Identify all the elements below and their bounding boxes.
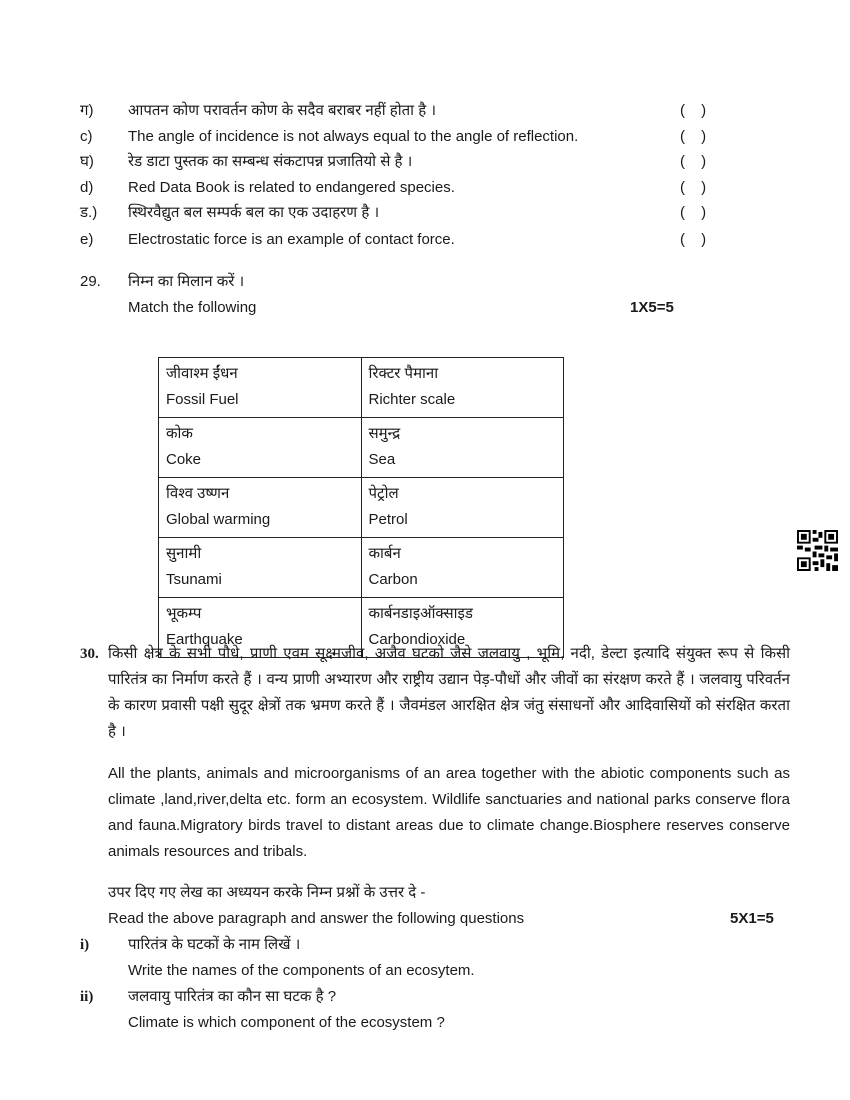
cell-hi: भूकम्प bbox=[166, 605, 202, 622]
sub-question-en: Climate is which component of the ecosystem ? bbox=[128, 1014, 445, 1031]
table-cell bbox=[159, 418, 362, 478]
table-cell bbox=[361, 358, 564, 418]
cell-en: Carbon bbox=[368, 571, 418, 588]
sub-question-hi: पारितंत्र के घटकों के नाम लिखें । bbox=[128, 936, 301, 953]
question-title-hi: निम्न का मिलान करें । bbox=[128, 273, 245, 290]
sub-question-hi: जलवायु पारितंत्र का कौन सा घटक है ? bbox=[128, 988, 337, 1005]
cell-hi: कार्बन bbox=[368, 545, 401, 562]
table-row bbox=[159, 478, 564, 538]
answer-bracket: ( ) bbox=[680, 153, 713, 170]
item-label: ड.) bbox=[80, 204, 98, 221]
item-text: The angle of incidence is not always equal to the angle of reflection. bbox=[128, 128, 579, 145]
cell-hi: सुनामी bbox=[166, 545, 202, 562]
cell-en: Coke bbox=[166, 451, 202, 468]
table-cell bbox=[159, 538, 362, 598]
question-title-en: Match the following bbox=[128, 299, 257, 316]
item-text: आपतन कोण परावर्तन कोण के सदैव बराबर नहीं होता है । bbox=[128, 102, 437, 119]
cell-en: Earthquake bbox=[166, 631, 243, 648]
sub-question-label: i) bbox=[80, 937, 90, 953]
cell-hi: जीवाश्म ईंधन bbox=[166, 365, 238, 382]
paragraph-hi: किसी क्षेत्र के सभी पौधे, प्राणी एवम सूक्ष्मजीव, अजैव घटको जैसे जलवायु , भूमि, नदी, डेल्टा इत्यादि संयुक्त रूप से किसी पारितंत्र का निर्माण करते हैं । वन्य प्राणी अभ्यारण और राष्ट्रीय उद्यान पेड़-पौधों और जीवों का संरक्षण करते हैं । जलवायु परिवर्तन के कारण प्रवासी पक्षी सुदूर क्षेत्रों तक भ्रमण करते हैं । जैवमंडल आरक्षित क्षेत्र जंतु संसाधनों और आदिवासियों को संरक्षित करता है । bbox=[108, 645, 790, 740]
cell-en: Fossil Fuel bbox=[166, 391, 239, 408]
sub-question-en: Write the names of the components of an ecosytem. bbox=[128, 962, 475, 979]
answer-bracket: ( ) bbox=[680, 102, 713, 119]
answer-bracket: ( ) bbox=[680, 231, 713, 248]
answer-bracket: ( ) bbox=[680, 204, 713, 221]
item-text: स्थिरवैद्युत बल सम्पर्क बल का एक उदाहरण है । bbox=[128, 204, 380, 221]
paragraph-en: All the plants, animals and microorganisms of an area together with the abiotic components such as climate ,land,river,delta etc. form an ecosystem. Wildlife sanctuaries and national parks conserve flora and fauna.Migratory birds travel to distant areas due to climate change.Biosphere reserves conserve animals resources and tribals. bbox=[108, 765, 790, 860]
sub-question-label: ii) bbox=[80, 989, 94, 1005]
answer-bracket: ( ) bbox=[680, 128, 713, 145]
item-label: c) bbox=[80, 128, 93, 145]
cell-hi: पेट्रोल bbox=[368, 485, 399, 502]
item-label: ग) bbox=[80, 102, 94, 119]
table-cell bbox=[159, 478, 362, 538]
item-text: Electrostatic force is an example of contact force. bbox=[128, 231, 455, 248]
marks: 1X5=5 bbox=[630, 299, 674, 316]
cell-en: Sea bbox=[368, 451, 396, 468]
table-cell bbox=[159, 358, 362, 418]
qr-code-icon bbox=[797, 530, 838, 571]
table-cell bbox=[361, 538, 564, 598]
cell-hi: विश्व उष्णन bbox=[166, 485, 230, 502]
answer-bracket: ( ) bbox=[680, 179, 713, 196]
cell-hi: रिक्टर पैमाना bbox=[368, 365, 439, 382]
table-row bbox=[159, 358, 564, 418]
cell-hi: समुन्द्र bbox=[368, 425, 401, 442]
item-text: Red Data Book is related to endangered species. bbox=[128, 179, 455, 196]
cell-en: Richter scale bbox=[368, 391, 456, 408]
item-label: घ) bbox=[80, 153, 94, 170]
table-row bbox=[159, 418, 564, 478]
cell-en: Petrol bbox=[368, 511, 408, 528]
cell-hi: कोक bbox=[166, 425, 193, 442]
cell-en: Carbondioxide bbox=[368, 631, 466, 648]
match-table bbox=[158, 357, 564, 658]
question-number: 30. bbox=[80, 646, 99, 662]
cell-hi: कार्बनडाइऑक्साइड bbox=[368, 605, 473, 622]
question-number: 29. bbox=[80, 273, 101, 290]
table-row bbox=[159, 538, 564, 598]
instruction-en: Read the above paragraph and answer the following questions bbox=[108, 910, 525, 927]
item-label: e) bbox=[80, 231, 94, 248]
table-cell bbox=[361, 418, 564, 478]
instruction-hi: उपर दिए गए लेख का अध्ययन करके निम्न प्रश्नों के उत्तर दे - bbox=[108, 884, 426, 901]
cell-en: Global warming bbox=[166, 511, 271, 528]
table-cell bbox=[361, 478, 564, 538]
item-text: रेड डाटा पुस्तक का सम्बन्ध संकटापन्न प्रजातियो से है । bbox=[128, 153, 413, 170]
item-label: d) bbox=[80, 179, 94, 196]
marks: 5X1=5 bbox=[730, 910, 774, 927]
cell-en: Tsunami bbox=[166, 571, 222, 588]
